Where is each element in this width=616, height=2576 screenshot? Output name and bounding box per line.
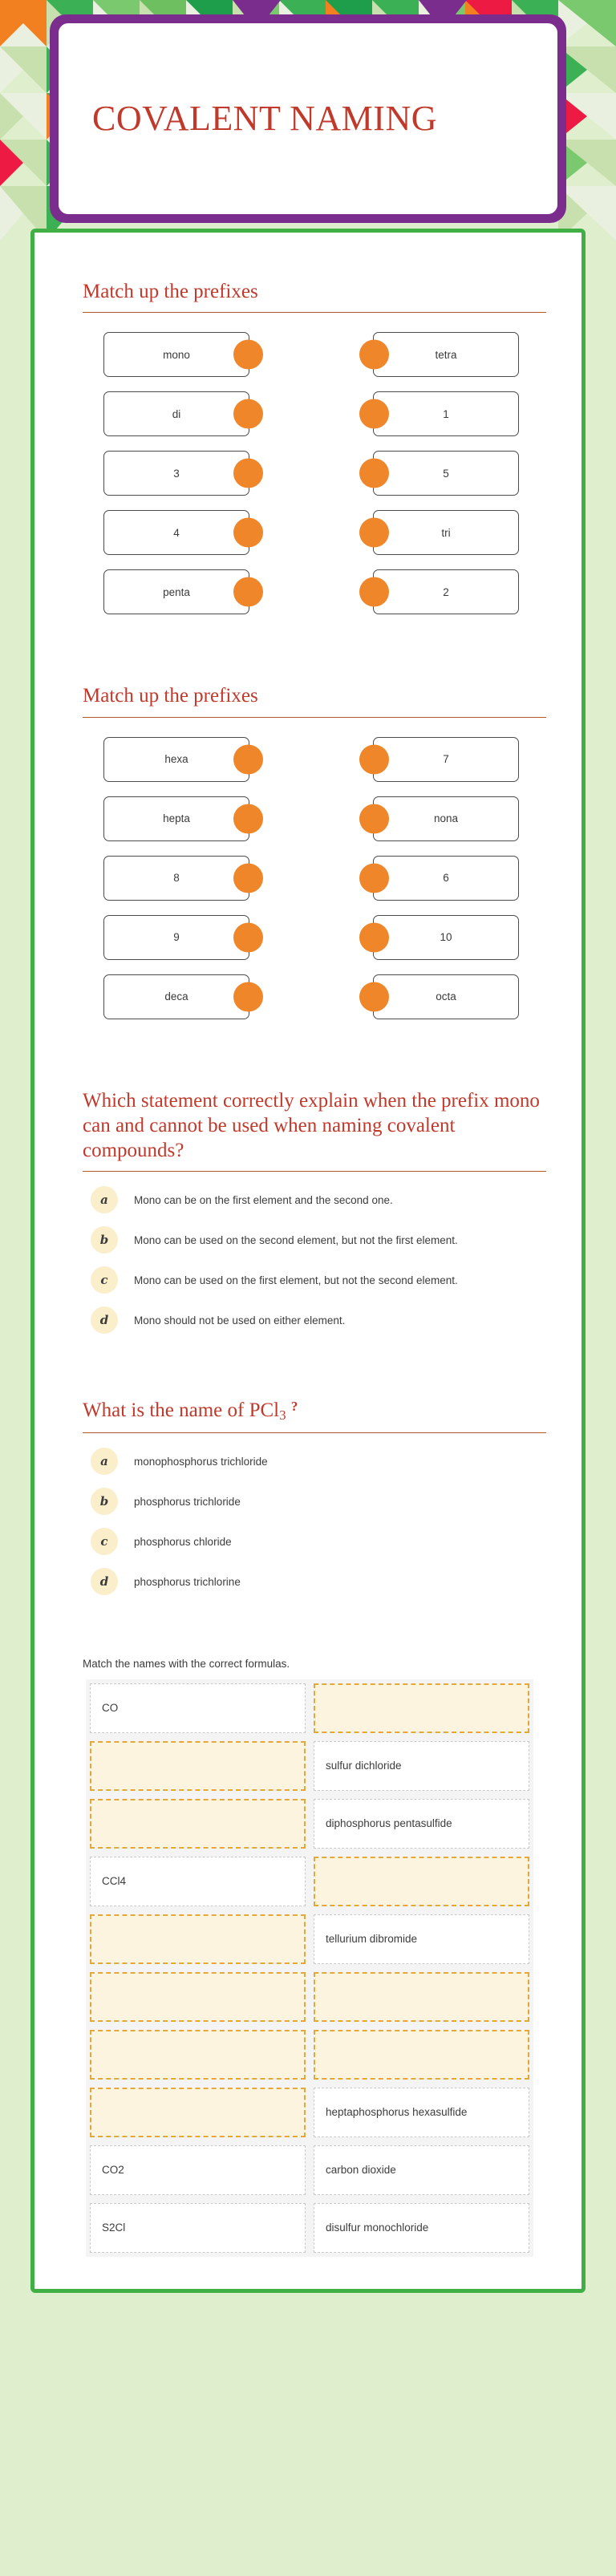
filled-drop-cell[interactable]: tellurium dibromide <box>314 1914 529 1964</box>
question-block-match-1 <box>57 233 559 637</box>
formula-subscript: 3 <box>279 1407 286 1424</box>
empty-drop-cell[interactable] <box>314 1857 529 1906</box>
table-row <box>86 2084 533 2141</box>
match-item-left[interactable] <box>103 510 249 555</box>
name-cell <box>310 2199 533 2257</box>
filled-drop-cell[interactable]: disulfur monochloride <box>314 2203 529 2253</box>
formula-cell <box>86 1679 310 1737</box>
choice-list-1 <box>57 1172 559 1351</box>
empty-drop-cell[interactable] <box>90 1741 306 1791</box>
choice-letter-bubble[interactable]: d <box>91 1306 118 1334</box>
match-item-left[interactable] <box>103 391 249 436</box>
empty-drop-cell[interactable] <box>314 1683 529 1733</box>
formula-cell <box>86 2141 310 2199</box>
table-row <box>86 2026 533 2084</box>
question-heading: Match up the prefixes <box>83 685 258 707</box>
choice-letter-bubble[interactable]: d <box>91 1568 118 1595</box>
match-item-label: 8 <box>173 872 180 884</box>
match-row <box>57 737 559 782</box>
match-row <box>57 510 559 555</box>
table-row <box>86 1737 533 1795</box>
page-title: COVALENT NAMING <box>92 98 437 138</box>
match-connector-dot-icon[interactable] <box>233 340 263 370</box>
question-text: What is the name of PCl <box>83 1399 280 1422</box>
question-block-mc-1 <box>57 1042 559 1352</box>
match-connector-dot-icon[interactable] <box>233 459 263 488</box>
table-row <box>86 1853 533 1910</box>
match-item-label: deca <box>164 990 188 1002</box>
table-row <box>86 1968 533 2026</box>
match-item-label: 2 <box>443 585 449 598</box>
match-item-right[interactable] <box>373 332 519 377</box>
formula-cell <box>86 1795 310 1853</box>
choice-label: Mono can be used on the first element, but not the second element. <box>134 1274 458 1287</box>
match-item-left[interactable] <box>103 796 249 841</box>
table-row <box>86 1910 533 1968</box>
table-row <box>86 1795 533 1853</box>
match-item-label: 9 <box>173 931 180 943</box>
match-item-label: 6 <box>443 872 449 884</box>
match-table <box>86 1679 533 2257</box>
match-connector-dot-icon[interactable] <box>233 399 263 429</box>
match-row <box>57 796 559 841</box>
match-item-right[interactable] <box>373 451 519 496</box>
empty-drop-cell[interactable] <box>90 2088 306 2137</box>
formula-cell <box>86 2026 310 2084</box>
formula-cell <box>86 1853 310 1910</box>
match-item-label: tetra <box>435 348 457 361</box>
match-connector-dot-icon[interactable] <box>359 340 389 370</box>
match-item-label: mono <box>163 348 190 361</box>
match-row <box>57 391 559 436</box>
match-item-left[interactable] <box>103 332 249 377</box>
empty-drop-cell[interactable] <box>90 1914 306 1964</box>
filled-drop-cell[interactable]: heptaphosphorus hexasulfide <box>314 2088 529 2137</box>
match-item-label: nona <box>433 812 459 824</box>
choice-option[interactable] <box>57 1448 559 1475</box>
choice-label: phosphorus trichlorine <box>134 1575 241 1588</box>
filled-drop-cell[interactable]: sulfur dichloride <box>314 1741 529 1791</box>
worksheet-title-card <box>50 14 566 223</box>
choice-option[interactable] <box>57 1488 559 1515</box>
match-item-label: 7 <box>443 753 449 765</box>
match-item-label: 10 <box>440 931 452 943</box>
match-connector-dot-icon[interactable] <box>233 804 263 833</box>
choice-letter-bubble[interactable]: a <box>91 1186 118 1213</box>
match-item-left[interactable] <box>103 569 249 614</box>
choice-letter-bubble[interactable]: c <box>91 1528 118 1555</box>
table-row <box>86 2141 533 2199</box>
question-heading: Which statement correctly explain when the prefix mono can and cannot be used when naming covalent compounds? <box>83 1089 540 1161</box>
match-connector-dot-icon[interactable] <box>359 863 389 893</box>
match-row <box>57 569 559 614</box>
choice-option[interactable] <box>57 1186 559 1213</box>
question-block-match-2 <box>57 637 559 1041</box>
table-match-prompt: Match the names with the correct formulas. <box>83 1657 290 1670</box>
question-heading <box>57 1398 559 1432</box>
match-connector-dot-icon[interactable] <box>359 459 389 488</box>
choice-letter-bubble[interactable]: b <box>91 1488 118 1515</box>
match-connector-dot-icon[interactable] <box>233 518 263 548</box>
formula-cell <box>86 1910 310 1968</box>
match-list-1 <box>57 313 559 637</box>
match-item-left[interactable] <box>103 856 249 901</box>
match-connector-dot-icon[interactable] <box>359 744 389 774</box>
name-cell <box>310 2084 533 2141</box>
match-connector-dot-icon[interactable] <box>359 577 389 607</box>
filled-drop-cell[interactable]: diphosphorus pentasulfide <box>314 1799 529 1849</box>
formula-cell <box>86 1968 310 2026</box>
filled-drop-cell[interactable]: S2Cl <box>90 2203 306 2253</box>
choice-option[interactable] <box>57 1266 559 1294</box>
match-item-label: 4 <box>173 526 180 539</box>
choice-option[interactable] <box>57 1568 559 1595</box>
match-connector-dot-icon[interactable] <box>233 744 263 774</box>
name-cell <box>310 1737 533 1795</box>
match-item-label: tri <box>441 526 451 539</box>
match-item-right[interactable] <box>373 737 519 782</box>
match-item-left[interactable] <box>103 974 249 1019</box>
formula-cell <box>86 2084 310 2141</box>
choice-label: monophosphorus trichloride <box>134 1455 268 1468</box>
name-cell <box>310 1910 533 1968</box>
filled-drop-cell[interactable]: CO <box>90 1683 306 1733</box>
match-item-right[interactable] <box>373 856 519 901</box>
match-row <box>57 915 559 960</box>
empty-drop-cell[interactable] <box>90 1972 306 2022</box>
match-connector-dot-icon[interactable] <box>359 804 389 833</box>
choice-letter-bubble[interactable]: b <box>91 1226 118 1254</box>
question-block-mc-2 <box>57 1351 559 1612</box>
question-heading: Match up the prefixes <box>83 281 258 302</box>
match-connector-dot-icon[interactable] <box>233 922 263 952</box>
choice-option[interactable] <box>57 1226 559 1254</box>
match-item-right[interactable] <box>373 569 519 614</box>
table-row <box>86 1679 533 1737</box>
match-connector-dot-icon[interactable] <box>233 577 263 607</box>
match-row <box>57 451 559 496</box>
formula-cell <box>86 2199 310 2257</box>
match-connector-dot-icon[interactable] <box>359 982 389 1011</box>
choice-label: Mono should not be used on either element. <box>134 1314 346 1327</box>
choice-label: phosphorus trichloride <box>134 1495 241 1508</box>
empty-drop-cell[interactable] <box>314 2030 529 2080</box>
table-row <box>86 2199 533 2257</box>
formula-cell <box>86 1737 310 1795</box>
match-list-2 <box>57 718 559 1042</box>
worksheet-sheet <box>30 229 586 2293</box>
filled-drop-cell[interactable]: carbon dioxide <box>314 2145 529 2195</box>
name-cell <box>310 2141 533 2199</box>
match-item-left[interactable] <box>103 451 249 496</box>
match-connector-dot-icon[interactable] <box>359 399 389 429</box>
name-cell <box>310 1968 533 2026</box>
choice-letter-bubble[interactable]: c <box>91 1266 118 1294</box>
match-item-label: octa <box>436 990 456 1002</box>
empty-drop-cell[interactable] <box>90 1799 306 1849</box>
match-item-label: 3 <box>173 467 180 480</box>
filled-drop-cell[interactable]: CCl4 <box>90 1857 306 1906</box>
match-connector-dot-icon[interactable] <box>359 518 389 548</box>
match-item-right[interactable] <box>373 796 519 841</box>
question-block-table-match <box>57 1613 559 2257</box>
question-mark: ? <box>290 1399 298 1415</box>
choice-letter-bubble[interactable]: a <box>91 1448 118 1475</box>
empty-drop-cell[interactable] <box>90 2030 306 2080</box>
match-connector-dot-icon[interactable] <box>233 982 263 1011</box>
match-item-label: 5 <box>443 467 449 480</box>
choice-option[interactable] <box>57 1306 559 1334</box>
match-row <box>57 856 559 901</box>
match-item-label: hexa <box>164 753 188 765</box>
match-item-right[interactable] <box>373 974 519 1019</box>
choice-label: phosphorus chloride <box>134 1535 232 1548</box>
choice-label: Mono can be on the first element and the second one. <box>134 1194 393 1207</box>
choice-label: Mono can be used on the second element, but not the first element. <box>134 1234 458 1247</box>
match-connector-dot-icon[interactable] <box>359 922 389 952</box>
match-item-label: penta <box>163 585 190 598</box>
match-item-left[interactable] <box>103 915 249 960</box>
name-cell <box>310 1853 533 1910</box>
match-item-right[interactable] <box>373 915 519 960</box>
name-cell <box>310 1795 533 1853</box>
empty-drop-cell[interactable] <box>314 1972 529 2022</box>
title-card-inner <box>57 22 559 216</box>
name-cell <box>310 2026 533 2084</box>
match-row <box>57 974 559 1019</box>
match-row <box>57 332 559 377</box>
choice-option[interactable] <box>57 1528 559 1555</box>
match-item-label: di <box>172 407 181 420</box>
match-item-right[interactable] <box>373 510 519 555</box>
match-connector-dot-icon[interactable] <box>233 863 263 893</box>
match-item-left[interactable] <box>103 737 249 782</box>
match-item-right[interactable] <box>373 391 519 436</box>
choice-list-2 <box>57 1433 559 1613</box>
match-item-label: hepta <box>163 812 190 824</box>
match-item-label: 1 <box>443 407 449 420</box>
filled-drop-cell[interactable]: CO2 <box>90 2145 306 2195</box>
name-cell <box>310 1679 533 1737</box>
